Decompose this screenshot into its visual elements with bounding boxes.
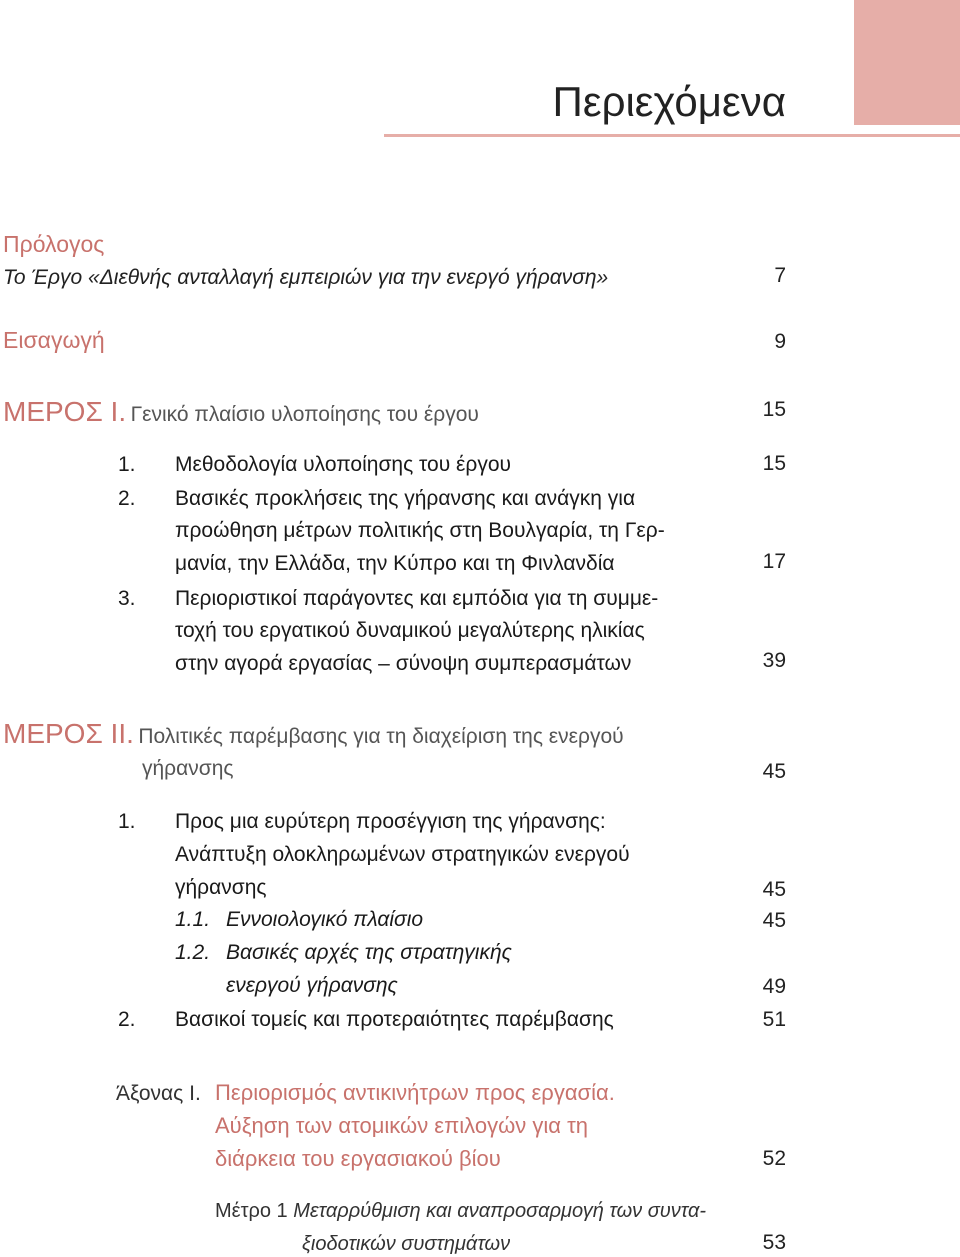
- part2-sub1-num: 1.1.: [175, 908, 211, 931]
- part2-sub1-text: Εννοιολογικό πλαίσιο: [226, 908, 424, 931]
- part2-heading: [3, 718, 624, 750]
- part1-title: Γενικό πλαίσιο υλοποίησης του έργου: [130, 403, 479, 426]
- part2-title-line2: γήρανσης: [142, 757, 234, 780]
- title-underline: [384, 134, 960, 137]
- axis1-line1: Περιορισμός αντικινήτρων προς εργασία.: [215, 1080, 615, 1105]
- axis1-label: Άξονας Ι.: [116, 1082, 201, 1105]
- part1-item3-line2: τοχή του εργατικού δυναμικού μεγαλύτερης ηλικίας: [175, 619, 645, 642]
- prologos-heading: Πρόλογος: [3, 231, 105, 257]
- part2-label: ΜΕΡΟΣ ΙΙ.: [3, 718, 134, 749]
- part1-item3-line1: Περιοριστικοί παράγοντες και εμπόδια για τη συμμε-: [175, 587, 659, 610]
- measure1-line2: ξιοδοτικών συστημάτων: [302, 1233, 511, 1255]
- part2-item2-num: 2.: [118, 1008, 136, 1031]
- part2-item2-text: Βασικοί τομείς και προτεραιότητες παρέμβασης: [175, 1008, 614, 1031]
- part1-item2-num: 2.: [118, 487, 136, 510]
- part2-title-line1: Πολιτικές παρέμβασης για τη διαχείριση της ενεργού: [138, 725, 624, 748]
- part1-item1-num: 1.: [118, 453, 136, 476]
- prologos-subtitle: Το Έργο «Διεθνής ανταλλαγή εμπειριών για την ενεργό γήρανση»: [3, 266, 609, 289]
- part1-item3-line3: στην αγορά εργασίας – σύνοψη συμπερασμάτων: [175, 652, 632, 675]
- part2-sub2-line1: Βασικές αρχές της στρατηγικής: [226, 941, 512, 964]
- part1-item1-page: 15: [762, 452, 786, 475]
- eisagogi-heading: Εισαγωγή: [3, 327, 105, 353]
- page-title: Περιεχόμενα: [552, 78, 786, 125]
- part1-item3-page: 39: [762, 649, 786, 672]
- part1-item3-num: 3.: [118, 587, 136, 610]
- axis1-line3: διάρκεια του εργασιακού βίου: [215, 1146, 501, 1171]
- axis1-line2: Αύξηση των ατομικών επιλογών για τη: [215, 1113, 589, 1138]
- part1-heading: [3, 396, 479, 428]
- part2-sub2-page: 49: [762, 975, 786, 998]
- part2-item1-page: 45: [762, 878, 786, 901]
- prologos-page: 7: [774, 264, 786, 287]
- measure1-page: 53: [762, 1231, 786, 1254]
- part2-sub2-num: 1.2.: [175, 941, 211, 964]
- corner-decoration: [854, 0, 960, 125]
- part1-item2-page: 17: [762, 550, 786, 573]
- part2-page: 45: [762, 760, 786, 783]
- part1-item2-line2: προώθηση μέτρων πολιτικής στη Βουλγαρία, τη Γερ-: [175, 519, 665, 542]
- part2-item1-line3: γήρανσης: [175, 876, 267, 899]
- measure1-line1: Μεταρρύθμιση και αναπροσαρμογή των συντα-: [293, 1200, 707, 1222]
- part1-page: 15: [762, 398, 786, 421]
- part2-item1-num: 1.: [118, 810, 136, 833]
- measure1-label: Μέτρο 1: [215, 1200, 288, 1222]
- part2-item1-line2: Ανάπτυξη ολοκληρωμένων στρατηγικών ενεργού: [175, 843, 630, 866]
- part2-sub1-page: 45: [762, 909, 786, 932]
- part1-item2-line3: μανία, την Ελλάδα, την Κύπρο και τη Φινλανδία: [175, 552, 615, 575]
- part2-item1-line1: Προς μια ευρύτερη προσέγγιση της γήρανσης:: [175, 810, 606, 833]
- part1-item1-line1: Μεθοδολογία υλοποίησης του έργου: [175, 453, 512, 476]
- measure1-heading: [215, 1200, 706, 1223]
- part1-label: ΜΕΡΟΣ Ι.: [3, 396, 127, 427]
- eisagogi-page: 9: [774, 330, 786, 353]
- part2-sub2-line2: ενεργού γήρανσης: [226, 974, 398, 997]
- part2-item2-page: 51: [762, 1008, 786, 1031]
- axis1-page: 52: [762, 1147, 786, 1170]
- part1-item2-line1: Βασικές προκλήσεις της γήρανσης και ανάγκη για: [175, 487, 636, 510]
